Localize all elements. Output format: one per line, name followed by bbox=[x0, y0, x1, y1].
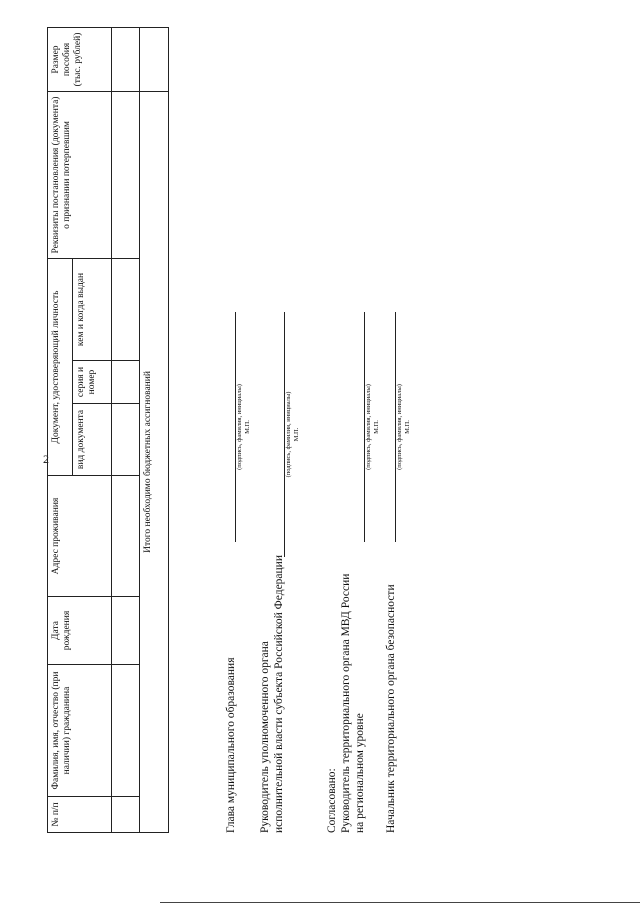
table-row bbox=[112, 28, 140, 833]
header-full-name: Фамилия, имя, отчество (при наличии) гражданина bbox=[48, 665, 112, 797]
head-seal: М.П. bbox=[244, 420, 251, 434]
authorized-label-line1: Руководитель уполномоченного органа bbox=[259, 641, 271, 833]
header-resolution-details: Реквизиты постановления (документа) о признании потерпевшим bbox=[48, 92, 112, 259]
header-document-type: вид документа bbox=[73, 404, 112, 476]
header-allowance-amount: Размер пособия (тыс. рублей) bbox=[48, 28, 112, 92]
authorized-signature-caption: (подпись, фамилия, инициалы) bbox=[285, 391, 292, 478]
authorized-seal: М.П. bbox=[293, 427, 300, 442]
header-birth-date: Дата рождения bbox=[48, 597, 112, 665]
header-identity-document: Документ, удостоверяющий личность bbox=[48, 259, 73, 476]
head-signature-caption: (подпись, фамилия, инициалы) bbox=[236, 384, 243, 470]
mvd-seal: М.П. bbox=[373, 420, 380, 434]
scan-edge-line bbox=[160, 902, 640, 903]
header-document-issued: кем и когда выдан bbox=[73, 259, 112, 361]
table-total-row bbox=[140, 28, 169, 833]
head-label: Глава муниципального образования bbox=[225, 657, 237, 833]
total-label: Итого необходимо бюджетных ассигнований bbox=[140, 92, 169, 833]
table-header-row bbox=[48, 28, 73, 833]
header-address: Адрес проживания bbox=[48, 476, 112, 597]
security-label: Начальник территориального органа безопасности bbox=[385, 584, 397, 833]
mvd-signature-caption: (подпись, фамилия, инициалы) bbox=[365, 384, 372, 470]
security-signature-caption: (подпись, фамилия, инициалы) bbox=[396, 384, 403, 470]
page-number: 2 bbox=[43, 452, 49, 466]
applicants-table bbox=[47, 27, 169, 833]
mvd-label-line2: на региональном уровне bbox=[354, 713, 366, 833]
header-document-series: серия и номер bbox=[73, 361, 112, 404]
total-value bbox=[140, 28, 169, 92]
mvd-label-line1: Руководитель территориального органа МВД России bbox=[340, 573, 352, 833]
security-seal: М.П. bbox=[404, 420, 411, 434]
authorized-label-line2: исполнительной власти субъекта Российской Федерации bbox=[273, 555, 285, 833]
header-number: № п/п bbox=[48, 797, 112, 833]
agreed-label: Согласовано: bbox=[326, 768, 338, 833]
